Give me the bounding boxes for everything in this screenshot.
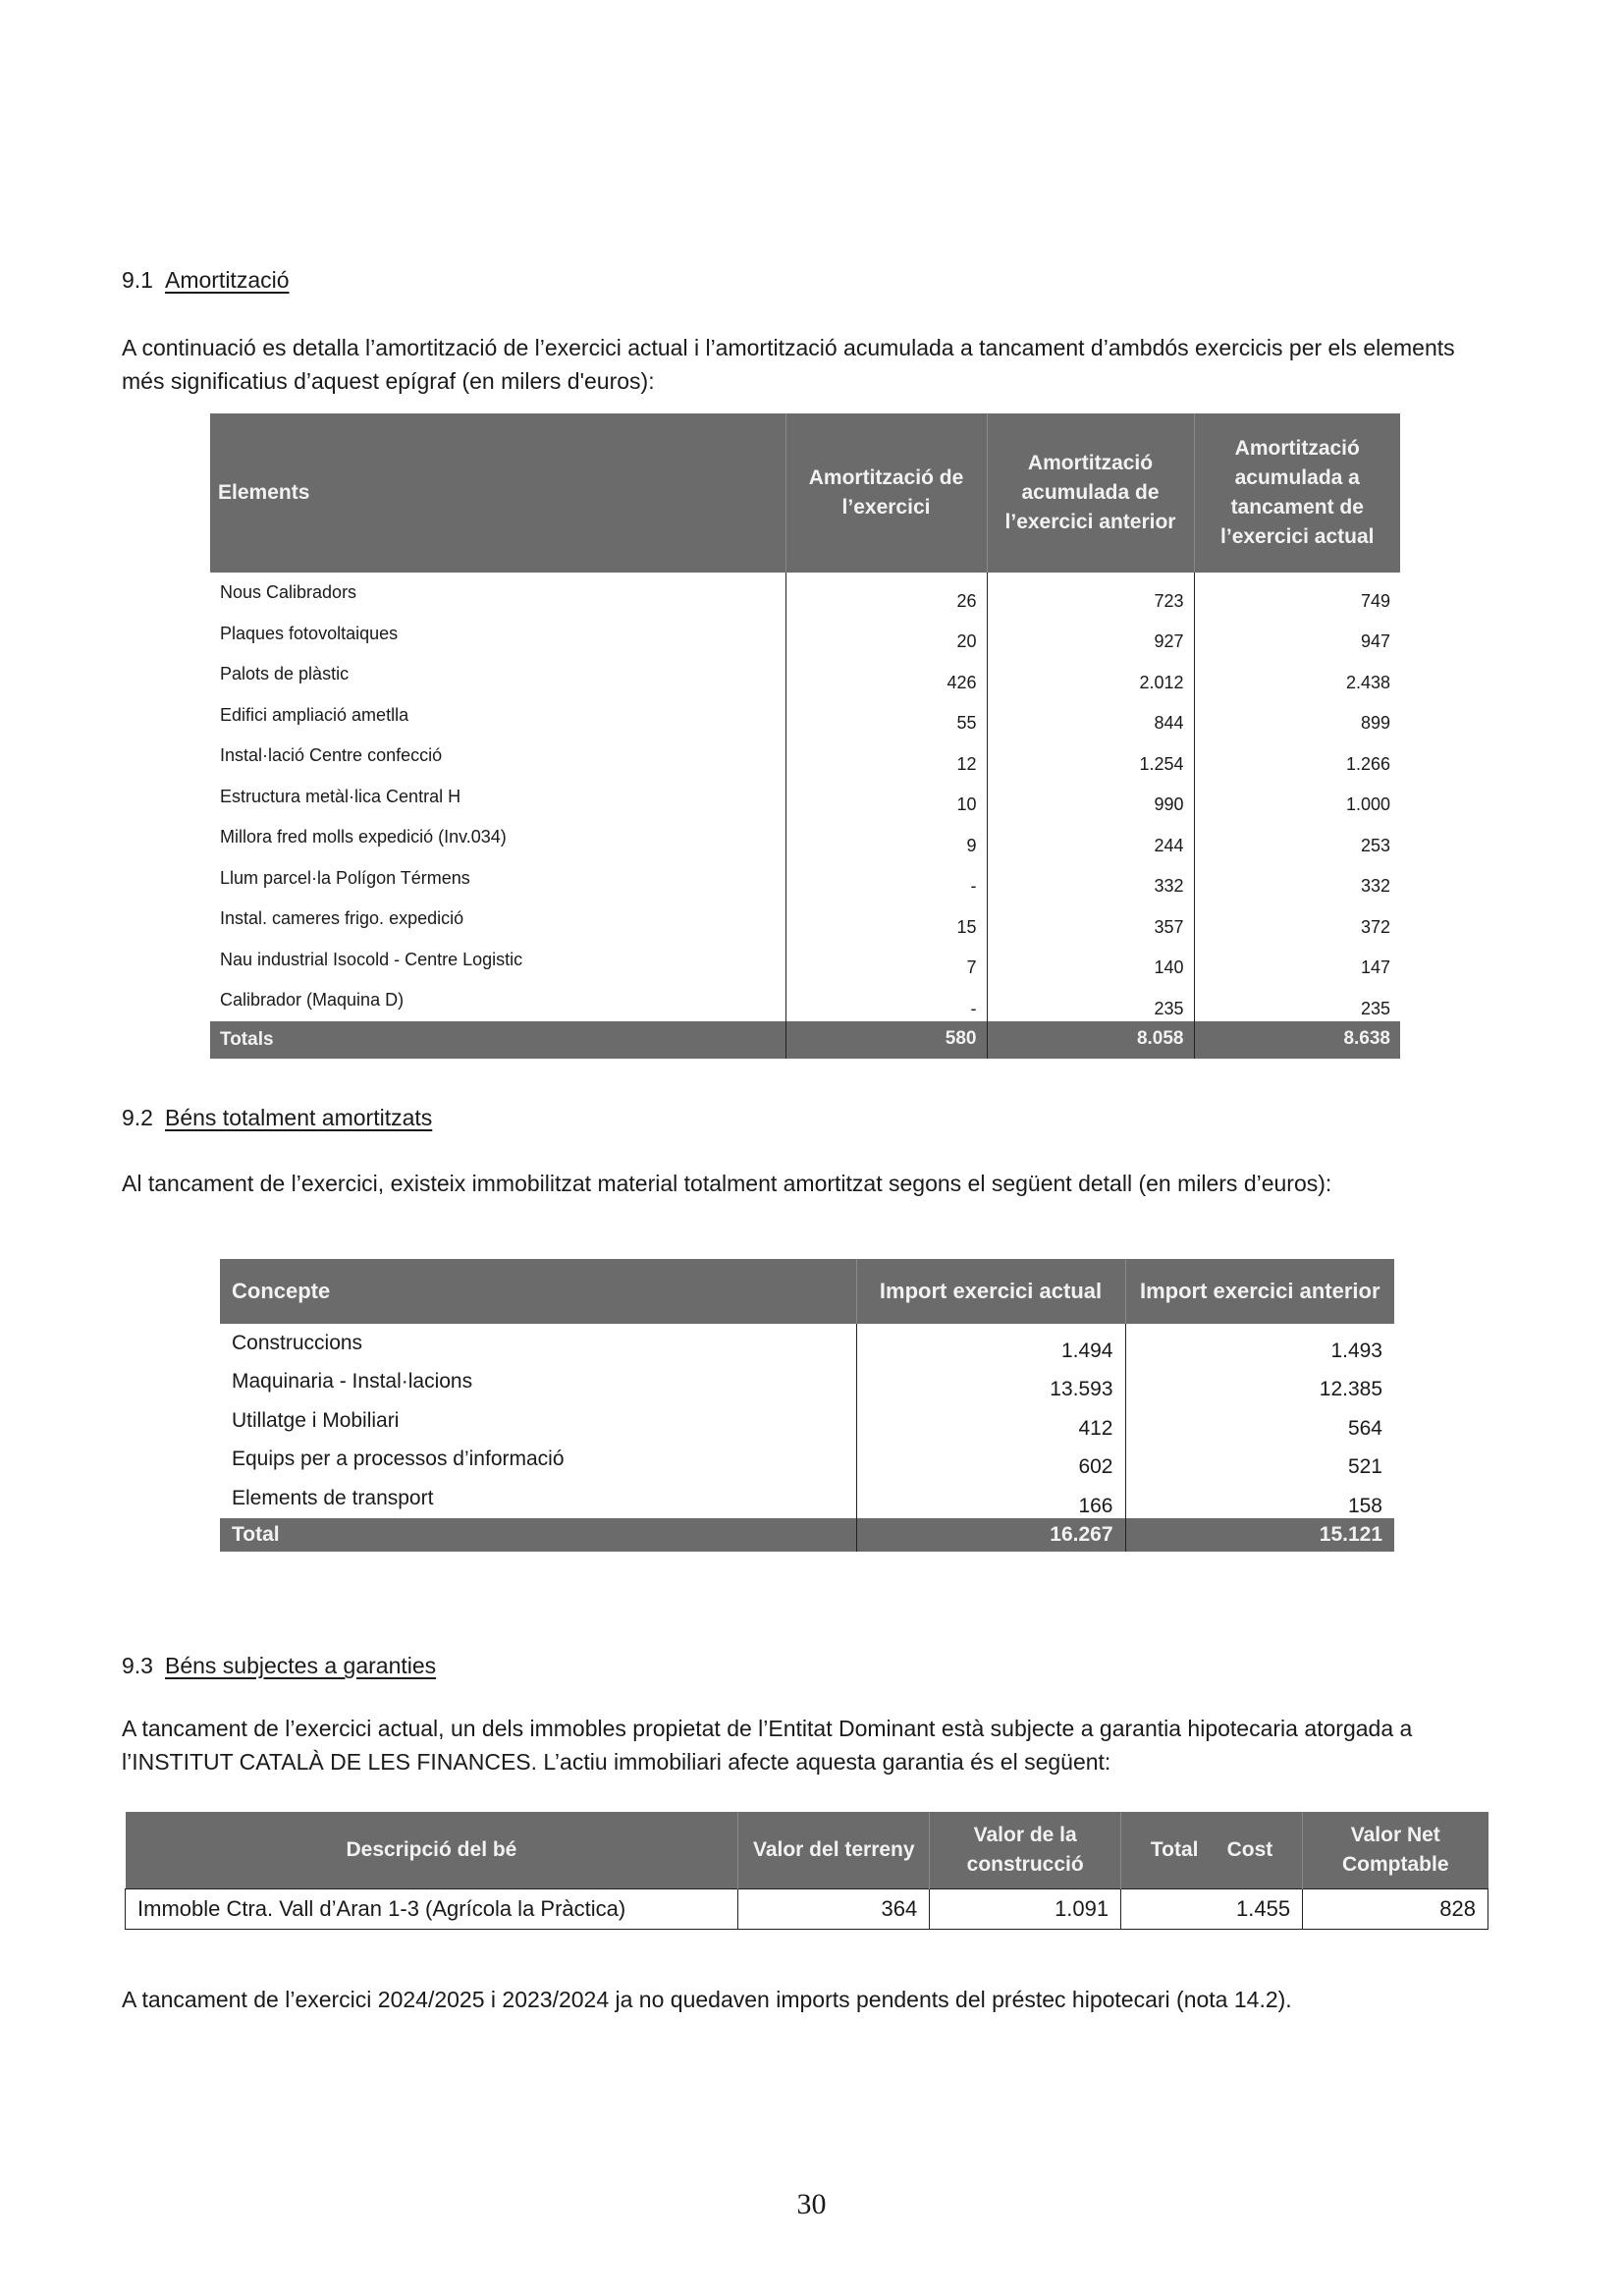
cell-terreny: 364: [738, 1889, 930, 1930]
table-row: [210, 777, 1400, 818]
cell-exercici: 55: [785, 695, 987, 737]
cell-anterior: 2.012: [987, 654, 1194, 695]
header-valor-construccio: Valor de la construcció: [930, 1812, 1121, 1889]
header-import-actual: Import exercici actual: [856, 1259, 1125, 1324]
table-row: [210, 940, 1400, 981]
cell-element: Plaques fotovoltaiques: [220, 623, 399, 643]
table-row: [210, 899, 1400, 940]
header-amort-anterior: Amortització acumulada de l’exercici anterior: [987, 413, 1194, 573]
table-row: [210, 654, 1400, 695]
table-row: [210, 573, 1400, 614]
cell-exercici: 12: [785, 736, 987, 777]
cell-element: Millora fred molls expedició (Inv.034): [220, 827, 507, 847]
cell-exercici: 26: [785, 573, 987, 614]
cell-element: Estructura metàl·lica Central H: [220, 786, 461, 806]
section-9-1-intro: A continuació es detalla l’amortització de l’exercici actual i l’amortització acumulada a tancament d’ambdós exercicis per els elements més significatius d’aquest epígraf (en milers d'euros):: [122, 335, 1455, 394]
cell-exercici: -: [785, 858, 987, 900]
totals-actual: 8.638: [1194, 1021, 1400, 1059]
cell-concepte: Elements de transport: [232, 1486, 434, 1509]
cell-anterior: 158: [1125, 1479, 1394, 1518]
cell-anterior: 927: [987, 614, 1194, 655]
cell-actual: 947: [1194, 614, 1400, 655]
cell-anterior: 1.493: [1125, 1324, 1394, 1363]
guarantees-table: [125, 1812, 1488, 1930]
cell-anterior: 244: [987, 817, 1194, 858]
table-row: [210, 817, 1400, 858]
cell-actual: 332: [1194, 858, 1400, 900]
table-row: [210, 858, 1400, 900]
header-concepte: Concepte: [220, 1259, 856, 1324]
cell-element: Nous Calibradors: [220, 582, 357, 603]
cell-actual: 412: [856, 1401, 1125, 1441]
page-number: 30: [796, 2188, 827, 2220]
totals-anterior: 15.121: [1125, 1518, 1394, 1552]
table-row: [126, 1889, 1488, 1930]
table-row: [220, 1401, 1394, 1441]
table-row: [210, 736, 1400, 777]
cell-exercici: -: [785, 980, 987, 1021]
cell-anterior: 12.385: [1125, 1363, 1394, 1402]
cell-exercici: 10: [785, 777, 987, 818]
table-row: [210, 695, 1400, 737]
header-amort-actual: Amortització acumulada a tancament de l’exercici actual: [1194, 413, 1400, 573]
cell-total: 1.455: [1121, 1889, 1303, 1930]
cell-concepte: Construccions: [232, 1331, 363, 1354]
cell-actual: 166: [856, 1479, 1125, 1518]
cell-vnc: 828: [1303, 1889, 1488, 1930]
cell-actual: 372: [1194, 899, 1400, 940]
cell-actual: 1.494: [856, 1324, 1125, 1363]
cell-actual: 749: [1194, 573, 1400, 614]
cell-actual: 1.000: [1194, 777, 1400, 818]
cell-element: Llum parcel·la Polígon Térmens: [220, 867, 470, 888]
section-9-2-title: [122, 1105, 432, 1131]
cell-actual: 899: [1194, 695, 1400, 737]
totals-label: Total: [220, 1518, 856, 1552]
cell-anterior: 990: [987, 777, 1194, 818]
cell-exercici: 9: [785, 817, 987, 858]
section-heading: Béns subjectes a garanties: [164, 1653, 437, 1678]
cell-actual: 602: [856, 1441, 1125, 1480]
table-row: [220, 1441, 1394, 1480]
header-elements: Elements: [210, 413, 785, 573]
amortization-table: [210, 413, 1400, 1059]
cell-exercici: 7: [785, 940, 987, 981]
section-number: 9.2: [122, 1105, 153, 1130]
totals-actual: 16.267: [856, 1518, 1125, 1552]
totals-row: [210, 1021, 1400, 1059]
header-import-anterior: Import exercici anterior: [1125, 1259, 1394, 1324]
section-9-3-title: [122, 1653, 436, 1679]
section-9-1-title: [122, 267, 290, 294]
section-number: 9.1: [122, 267, 153, 293]
cell-anterior: 1.254: [987, 736, 1194, 777]
section-heading: Amortització: [164, 267, 290, 293]
cell-actual: 253: [1194, 817, 1400, 858]
fully-amortized-table: [220, 1259, 1394, 1552]
section-9-3-note: A tancament de l’exercici 2024/2025 i 2023/2024 ja no quedaven imports pendents del préstec hipotecari (nota 14.2).: [122, 1987, 1292, 2012]
cell-anterior: 723: [987, 573, 1194, 614]
table-row: [220, 1324, 1394, 1363]
header-valor-terreny: Valor del terreny: [738, 1812, 930, 1889]
cell-concepte: Utillatge i Mobiliari: [232, 1408, 400, 1432]
cell-element: Instal·lació Centre confecció: [220, 745, 443, 766]
header-total-cost: Total Cost: [1121, 1812, 1303, 1889]
cell-descripcio: Immoble Ctra. Vall d’Aran 1-3 (Agrícola la Pràctica): [126, 1889, 738, 1930]
cell-anterior: 844: [987, 695, 1194, 737]
totals-exercici: 580: [785, 1021, 987, 1059]
cell-anterior: 140: [987, 940, 1194, 981]
cell-actual: 13.593: [856, 1363, 1125, 1402]
cell-concepte: Equips per a processos d’informació: [232, 1448, 565, 1471]
section-9-3-intro: A tancament de l’exercici actual, un dels immobles propietat de l’Entitat Dominant està subjecte a garantia hipotecaria atorgada a l’INSTITUT CATALÀ DE LES FINANCES. L’actiu immobiliari afecte aquesta garantia és el següent:: [122, 1716, 1413, 1775]
header-valor-net: Valor Net Comptable: [1303, 1812, 1488, 1889]
cell-anterior: 235: [987, 980, 1194, 1021]
cell-actual: 147: [1194, 940, 1400, 981]
section-heading: Béns totalment amortitzats: [164, 1105, 433, 1130]
totals-row: [220, 1518, 1394, 1552]
header-amort-exercici: Amortització de l’exercici: [785, 413, 987, 573]
cell-actual: 2.438: [1194, 654, 1400, 695]
cell-element: Edifici ampliació ametlla: [220, 704, 409, 725]
cell-anterior: 357: [987, 899, 1194, 940]
cell-anterior: 332: [987, 858, 1194, 900]
cell-element: Calibrador (Maquina D): [220, 990, 405, 1011]
cell-element: Nau industrial Isocold - Centre Logistic: [220, 949, 523, 969]
cell-exercici: 426: [785, 654, 987, 695]
cell-concepte: Maquinaria - Instal·lacions: [232, 1370, 473, 1394]
cell-construccio: 1.091: [930, 1889, 1121, 1930]
cell-anterior: 564: [1125, 1401, 1394, 1441]
totals-label: Totals: [210, 1021, 785, 1059]
section-9-2-intro: Al tancament de l’exercici, existeix immobilitzat material totalment amortitzat segons el següent detall (en milers d’euros):: [122, 1171, 1332, 1196]
cell-element: Palots de plàstic: [220, 664, 350, 684]
header-descripcio: Descripció del bé: [126, 1812, 738, 1889]
cell-exercici: 20: [785, 614, 987, 655]
section-number: 9.3: [122, 1653, 153, 1678]
table-row: [210, 980, 1400, 1021]
totals-anterior: 8.058: [987, 1021, 1194, 1059]
cell-anterior: 521: [1125, 1441, 1394, 1480]
table-row: [220, 1363, 1394, 1402]
table-row: [220, 1479, 1394, 1518]
cell-actual: 1.266: [1194, 736, 1400, 777]
cell-exercici: 15: [785, 899, 987, 940]
table-row: [210, 614, 1400, 655]
cell-actual: 235: [1194, 980, 1400, 1021]
cell-element: Instal. cameres frigo. expedició: [220, 908, 464, 929]
